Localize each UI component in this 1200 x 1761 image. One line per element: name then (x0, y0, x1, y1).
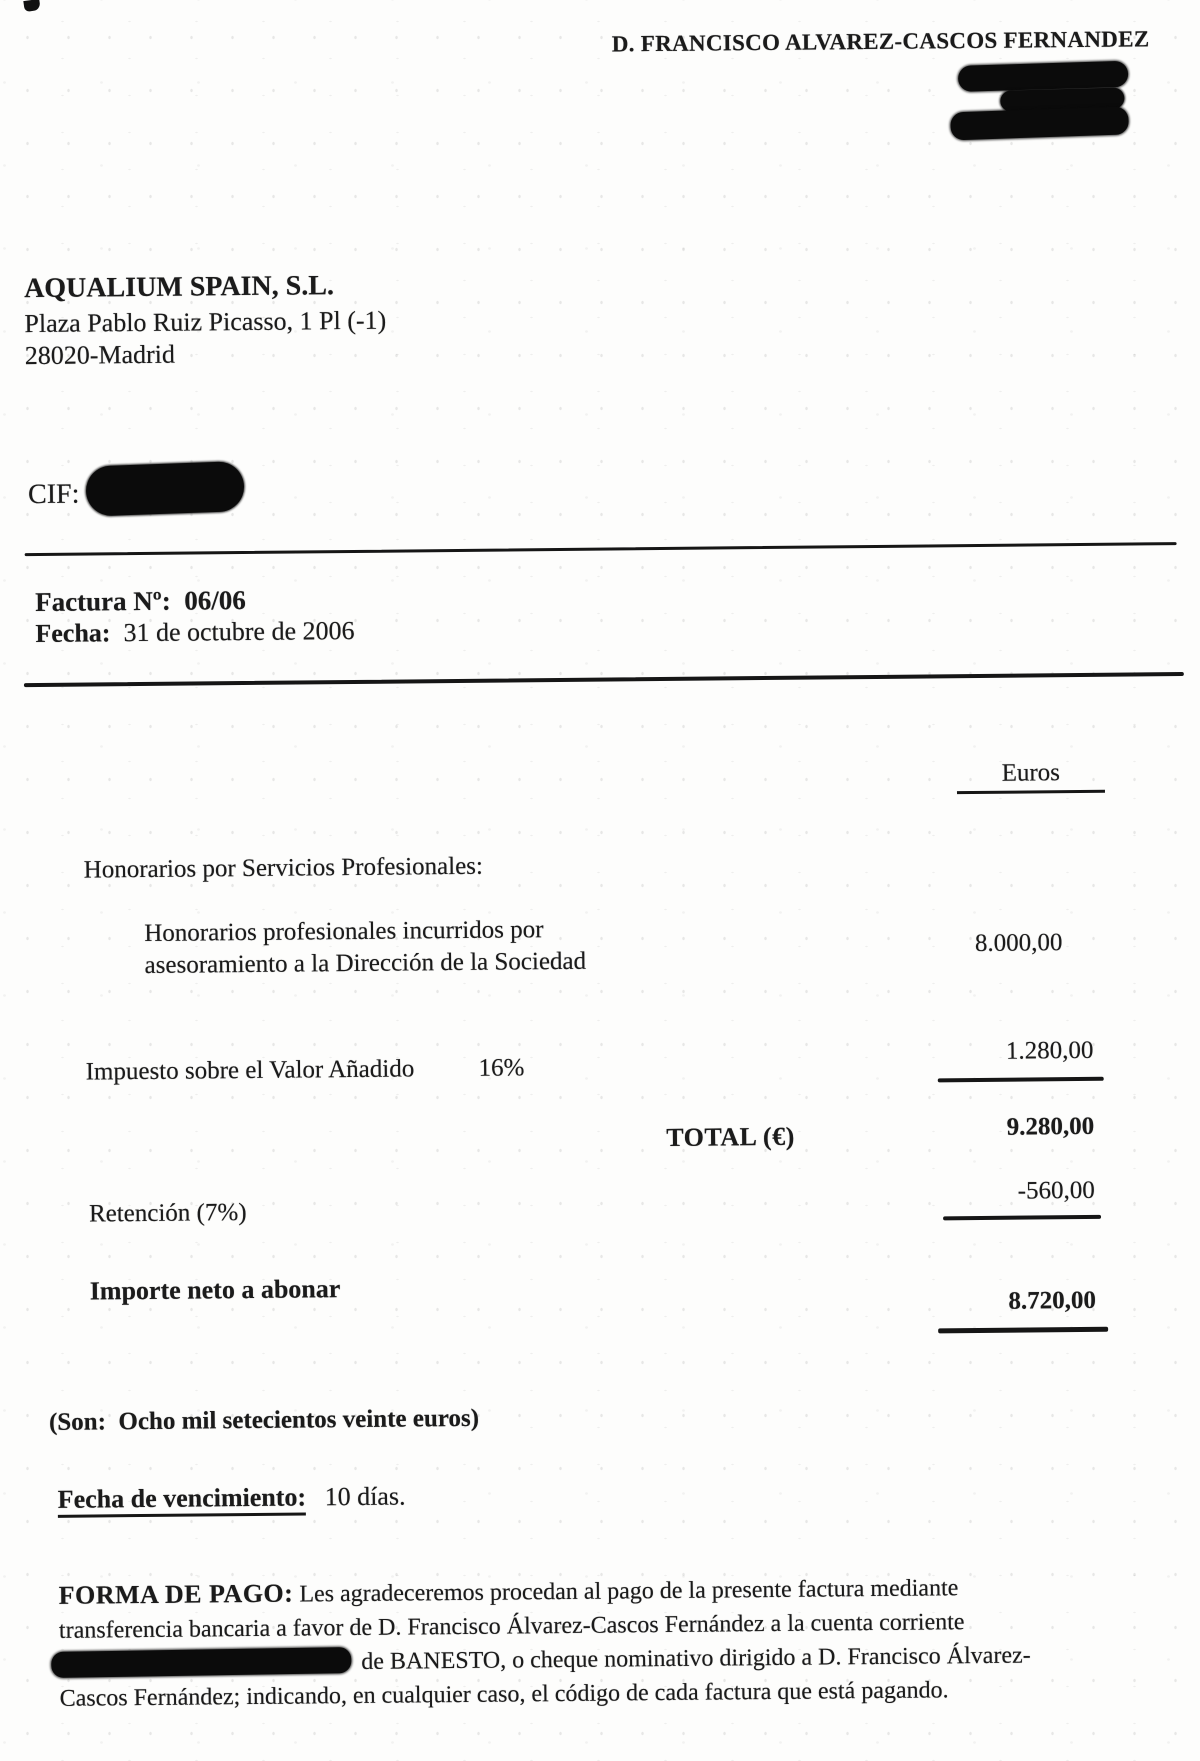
payment-line-1: Les agradeceremos procedan al pago de la presente factura mediante (299, 1575, 959, 1608)
redaction-bar-account-number (51, 1647, 351, 1678)
due-date-line (58, 1482, 406, 1515)
retention-amount-underline (943, 1215, 1101, 1221)
issuer-address-line2: 28020-Madrid (24, 339, 176, 371)
horizontal-rule-top (25, 542, 1177, 556)
invoice-number-value: 06/06 (184, 585, 246, 616)
services-section-title: Honorarios por Servicios Profesionales: (83, 852, 484, 884)
issuer-address-line1: Plaza Pablo Ruiz Picasso, 1 Pl (-1) (24, 305, 387, 339)
invoice-date-value: 31 de octubre de 2006 (123, 615, 355, 648)
vat-line (86, 1054, 525, 1086)
retention-label: Retención (7%) (88, 1199, 247, 1228)
line-item-amount: 8.000,00 (974, 929, 1063, 958)
currency-column-header: Euros (957, 759, 1105, 794)
retention-amount: -560,00 (1017, 1176, 1095, 1205)
horizontal-rule-middle (24, 672, 1184, 687)
invoice-date-line (35, 616, 354, 649)
total-amount: 9.280,00 (1006, 1112, 1095, 1141)
amount-in-words: (Son: Ocho mil setecientos veinte euros) (48, 1404, 480, 1436)
net-amount-label: Importe neto a abonar (89, 1274, 341, 1306)
issuer-company-name: AQUALIUM SPAIN, S.L. (23, 270, 335, 305)
redaction-blob-cif (85, 461, 245, 517)
net-amount-underline (938, 1327, 1108, 1334)
vat-label: Impuesto sobre el Valor Añadido (85, 1055, 415, 1086)
payment-line-2: transferencia bancaria a favor de D. Francisco Álvarez-Cascos Fernández a la cuenta corriente (58, 1609, 965, 1644)
vat-amount-underline (938, 1077, 1104, 1083)
line-item-description-2: asesoramiento a la Dirección de la Sociedad (144, 947, 587, 979)
due-date-label: Fecha de vencimiento: (58, 1482, 307, 1517)
vat-amount: 1.280,00 (1005, 1036, 1094, 1065)
redaction-bar-nif (950, 106, 1129, 140)
line-item-description-1: Honorarios profesionales incurridos por (144, 916, 544, 947)
due-date-value: 10 días. (324, 1481, 406, 1512)
payment-label: FORMA DE PAGO: (58, 1578, 294, 1610)
vat-rate: 16% (478, 1054, 525, 1082)
invoice-number-label: Factura Nº: (34, 585, 171, 618)
invoice-number-line (35, 585, 246, 618)
payment-terms-paragraph (58, 1568, 1171, 1716)
total-label: TOTAL (€) (666, 1121, 795, 1152)
recipient-name: D. FRANCISCO ALVAREZ-CASCOS FERNANDEZ (611, 26, 1150, 57)
payment-line-3: de BANESTO, o cheque nominativo dirigido a D. Francisco Álvarez- (361, 1642, 1031, 1675)
invoice-date-label: Fecha: (35, 618, 111, 649)
net-amount: 8.720,00 (1008, 1286, 1096, 1315)
cif-label: CIF: (27, 478, 80, 511)
payment-line-4: Cascos Fernández; indicando, en cualquier caso, el código de cada factura que está pagando. (59, 1677, 949, 1712)
